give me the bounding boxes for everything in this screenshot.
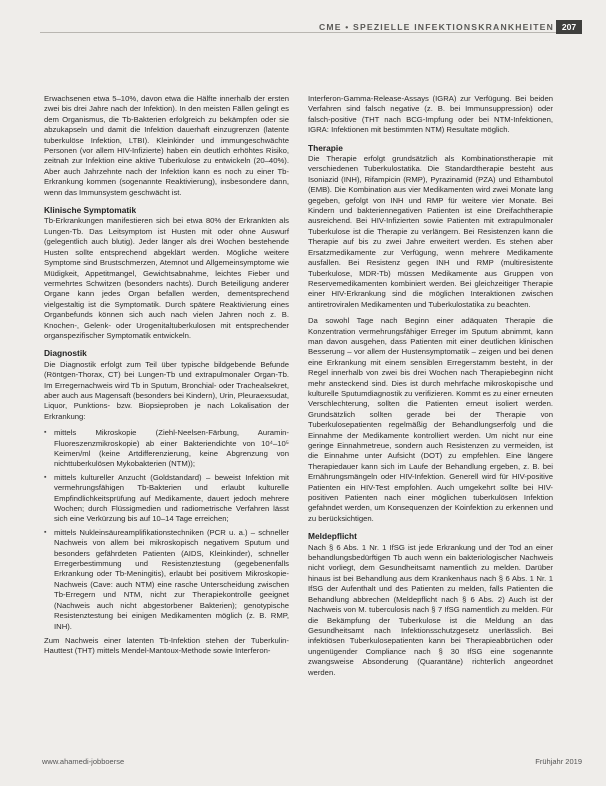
heading-meldepflicht: Meldepflicht: [308, 531, 357, 542]
left-column: [44, 94, 289, 663]
section-header: CME • SPEZIELLE INFEKTIONSKRANKHEITEN: [318, 22, 554, 32]
footer-issue: Frühjahr 2019: [535, 757, 582, 766]
igra-paragraph: Interferon-Gamma-Release-Assays (IGRA) zur Verfügung. Bei beiden Verfahren sind falsch negative (z. B. bei Immunsuppression) oder falsch-positive (THT nach BCG-Impfung oder bei NTM-Infektionen, IGRA: Infektionen mit bestimmten NTM) Resultate möglich.: [308, 94, 553, 135]
list-item: ▪ mittels kultureller Anzucht (Goldstandard) – beweist Infektion mit vermehrungsfähigen Tb-Bakterien und erlaubt kulturelle Empfindlichkeitsprüfung auf Medikamente, dauert jedoch mehrere Wochen; durch Flüssigmedien und radiometrische Verfahren lässt sich eine Verkürzung bis auf 10–14 Tage erreichen;: [54, 473, 289, 525]
therapie-paragraph-2: Da sowohl Tage nach Beginn einer adäquaten Therapie die Konzentration vermehrungsfähiger Erreger im Sputum abnimmt, kann man davon ausgehen, dass Patienten mit einer deutlichen klinischen Besserung – vor allem der Hustensymptomatik – zeigen und bei denen eine Erkrankung mit einem sensiblen Erregerstamm besteht, in der Regel innerhalb von zwei bis drei Wochen nach Therapiebeginn nicht mehr ansteckend sind. Dies ist durch mehrfache mikroskopische und kulturelle Sputumdiagnostik zu verifizieren. Kommt es zu einer erneuten Verschlechterung, sollten die Patienten erneut isoliert werden. Grundsätzlich sollten gerade bei der Therapie von Tuberkulosepatienten regelmäßig der Behandlungserfolg und die Einnahme der Medikamente kontrolliert werden. Um nicht nur eine geringe Einnahmetreue, sondern auch Resistenzen zu vermeiden, ist die Einnahme unter Aufsicht (DOT) zu empfehlen. Eine längere Therapiedauer kann sich im Laufe der Behandlung ergeben, z. B. bei Ernährungsmängeln oder HIV-Infektion. Generell wird für HIV-positive Patienten ein HIV-Test empfohlen. Auch umgekehrt sollte bei HIV-positiven Patienten nach einer möglichen tuberkulösen Infektion gefahndet werden, um Konsequenzen der Koinfektion zu erkennen und zu berücksichtigen.: [308, 316, 553, 523]
diagnostik-paragraph: Die Diagnostik erfolgt zum Teil über typische bildgebende Befunde (Röntgen-Thorax, CT) bei Lungen-Tb und extrapulmonaler Organ-Tb. Im Erregernachweis wird Tb in Sputum, Bronchial- oder Trachealsekret, aber auch aus Magensaft (besonders bei Kindern), Urin, Pleuraexsudat, Liquor, Punktions- bzw. Biopsieproben je nach Lokalisation der Erkrankung:: [44, 359, 289, 421]
list-item: ▪ mittels Nukleinsäureamplifikationstechniken (PCR u. a.) – schneller Nachweis von allem bei mikroskopisch negativem Sputum und besonders gefährdeten Patienten (AIDS, Kleinkinder), schneller Erregerbestimmung und Resistenztestung (gegebenenfalls Erkrankung oder Tb-Meningitis), erlaubt bei positivem Mikroskopie-Nachweis (Cave: auch NTM) eine rasche Unterscheidung zwischen Tb-Erregern und NTM, nicht zur Therapiekontrolle geeignet (Nachweis auch nicht abgestorbener Bakterien); genotypische Resistenztestung bei einigen Medikamenten möglich (z. B. RMP, INH).: [54, 528, 289, 632]
header-rule: [40, 32, 582, 33]
heading-diagnostik: Diagnostik: [44, 348, 87, 359]
closing-paragraph: Zum Nachweis einer latenten Tb-Infektion stehen der Tuberkulin-Hauttest (THT) mittels Mendel-Mantoux-Methode sowie Interferon-: [44, 635, 289, 656]
right-column: [308, 94, 553, 684]
footer-url: www.ahamedi-jobboerse: [42, 757, 125, 766]
heading-therapie: Therapie: [308, 142, 343, 153]
page-number: 207: [556, 20, 582, 34]
list-item: ▪ mittels Mikroskopie (Ziehl-Neelsen-Färbung, Auramin-Fluoreszenzmikroskopie) ab einer Bakteriendichte von 10⁴–10⁵ Keimen/ml (keine Artdifferenzierung, keine Abgrenzung von nichttuberkulösen Mykobakterien (NTM));: [54, 428, 289, 470]
heading-symptomatik: Klinische Symptomatik: [44, 205, 137, 216]
diagnostik-list: [44, 428, 289, 632]
intro-paragraph: Erwachsenen etwa 5–10%, davon etwa die Hälfte innerhalb der ersten zwei bis drei Jahre nach der Infektion). In den meisten Fällen gelingt es dem Organismus, die Tb-Bakterien erfolgreich zu bekämpfen oder sie abzukapseln und damit die Infektion dauerhaft einzugrenzen (latente tuberkulöse Infektion, LTBI). Kleinkinder und immungeschwächte Personen (vor allem HIV-Infizierte) haben ein deutlich erhöhtes Risiko, zeitnah zur Infektion eine aktive Tuberkulose zu entwickeln (20–40%). Aber auch Jahrzehnte nach der Infektion kann es noch zu einer Tb-Erkrankung kommen (sogenannte Reaktivierung), insbesondere dann, wenn das Immunsystem geschwächt ist.: [44, 94, 289, 197]
symptomatik-paragraph: Tb-Erkrankungen manifestieren sich bei etwa 80% der Erkrankten als Lungen-Tb. Das Leitsymptom ist Husten mit oder ohne Auswurf (gelegentlich auch blutig). Jeder länger als drei Wochen bestehende Husten sollte entsprechend abgeklärt werden. Mögliche weitere Symptome sind Brustschmerzen, Atemnot und Allgemeinsymptome wie Müdigkeit, Appetitmangel, Gewichtsabnahme, leichtes Fieber und vermehrtes Schwitzen (besonders nachts). Durch Beteiligung anderer Organe kann jedes Organ befallen werden, dementsprechend vielgestaltig ist die Symptomatik. Durch spätere Reaktivierung eines Organbefunds können sich auch nach vielen Jahren noch z. B. Knochen-, Gelenk- oder Urogenitaltuberkulosen mit entsprechender organspezifischer Symptomatik entwickeln.: [44, 216, 289, 340]
therapie-paragraph-1: Die Therapie erfolgt grundsätzlich als Kombinationstherapie mit verschiedenen Tuberkulostatika. Die Standardtherapie besteht aus Isoniazid (INH), Rifampicin (RMP), Pyrazinamid (PZA) und Ethambutol (EMB). Die Kombination aus vier Medikamenten wird zwei Monate lang gegeben, gefolgt von INH und RMP für weitere vier Monate. Bei Kindern und bakteriennegativen Patienten ist eine Dreifachtherapie ausreichend. Bei HIV-Infizierten sowie Patienten mit extrapulmonaler Tuberkulose ist die Therapie zu verlängern. Bei Resistenzen kann die Therapie auf bis zu zwei Jahre erweitert werden. Es stehen aber Ersatzmedikamente zur Verfügung, wenn mehrere Medikamente ausfallen. Bei Resistenz gegen INH und RMP (multiresistente Tuberkulose, MDR-Tb) müssen Medikamente aus Gruppen von Reservemedikamenten kombiniert werden. Bei gleichzeitiger Therapie einer HIV-Erkrankung sind die möglichen Interaktionen zwischen antiretroviralen Medikamenten und Tuberkulostatika zu beachten.: [308, 154, 553, 309]
meldepflicht-paragraph: Nach § 6 Abs. 1 Nr. 1 IfSG ist jede Erkrankung und der Tod an einer behandlungsbedürftigen Tb auch wenn ein bakteriologischer Nachweis nicht vorliegt, dem Gesundheitsamt namentlich zu melden. Darüber hinaus ist bei Behandlung aus dem Krankenhaus nach § 6 Abs. 1 Nr. 1 IfSG der Aufenthalt und des Patienten zu melden, falls Patienten die Behandlung abbrechen (Meldepflicht nach § 6 Abs. 2) Auch ist der Nachweis von M. tuberculosis nach § 7 IfSG namentlich zu melden. Für die Bekämpfung der Tuberkulose ist die Meldung an das Gesundheitsamt nach Infektionsschutzgesetz unerlässlich. Bei infektiösen Tuberkulosepatienten kann bei Therapieabbrüchen oder ungenügender Compliance nach § 30 IfSG eine sogenannte zwangsweise Absonderung (Quarantäne) richterlich angeordnet werden.: [308, 542, 553, 677]
